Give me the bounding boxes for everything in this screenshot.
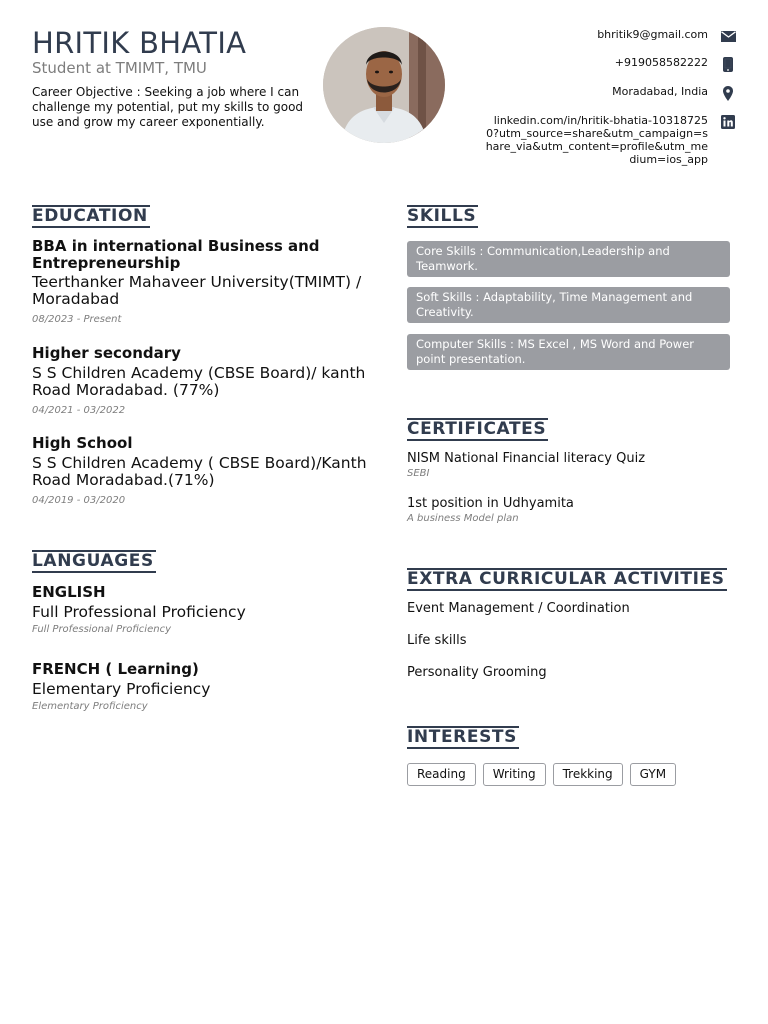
- education-degree: High School: [32, 434, 133, 452]
- candidate-name: HRITIK BHATIA: [32, 26, 247, 60]
- language-entry: [32, 660, 372, 712]
- interests-list: [407, 763, 676, 786]
- certificate-name: 1st position in Udhyamita: [407, 496, 574, 511]
- skills-heading: SKILLS: [407, 206, 477, 226]
- language-name: FRENCH ( Learning): [32, 660, 199, 678]
- linkedin-text[interactable]: linkedin.com/in/hritik-bhatia-103187250?utm_source=share&utm_campaign=share_via&utm_content=profile&utm_medium=ios_app: [485, 114, 708, 166]
- language-entry: [32, 583, 372, 635]
- skill-item: Computer Skills : MS Excel , MS Word and Power point presentation.: [407, 334, 730, 370]
- language-level-note: Full Professional Proficiency: [32, 624, 171, 635]
- interest-tag: GYM: [630, 763, 676, 786]
- contact-phone[interactable]: [615, 56, 736, 72]
- education-entry: [32, 345, 372, 416]
- mail-icon: [720, 28, 736, 44]
- activity-item: Personality Grooming: [407, 665, 547, 680]
- interest-tag: Reading: [407, 763, 476, 786]
- language-level: Full Professional Proficiency: [32, 603, 246, 621]
- education-school: S S Children Academy ( CBSE Board)/Kanth Road Moradabad.(71%): [32, 454, 367, 489]
- skill-item: Soft Skills : Adaptability, Time Management and Creativity.: [407, 287, 730, 323]
- activity-item: Event Management / Coordination: [407, 601, 630, 616]
- interest-tag: Writing: [483, 763, 546, 786]
- activity-item: Life skills: [407, 633, 467, 648]
- phone-text[interactable]: +919058582222: [614, 56, 708, 69]
- languages-heading: LANGUAGES: [32, 551, 154, 571]
- contact-email[interactable]: [597, 28, 736, 44]
- location-pin-icon: [720, 85, 736, 101]
- education-degree: BBA in international Business and Entrepreneurship: [32, 237, 320, 272]
- contact-linkedin[interactable]: [484, 114, 736, 166]
- education-degree: Higher secondary: [32, 344, 181, 362]
- education-school: Teerthanker Mahaveer University(TMIMT) / Moradabad: [32, 273, 362, 308]
- profile-photo: [323, 27, 445, 143]
- certificate-entry: [407, 451, 645, 479]
- interest-tag: Trekking: [553, 763, 623, 786]
- education-school: S S Children Academy (CBSE Board)/ kanth Road Moradabad. (77%): [32, 364, 366, 399]
- education-entry: [32, 238, 372, 325]
- career-objective: Career Objective : Seeking a job where I can challenge my potential, put my skills to good use and grow my career exponentially.: [32, 85, 304, 129]
- certificate-issuer: SEBI: [407, 468, 430, 479]
- extra-curricular-heading: EXTRA CURRICULAR ACTIVITIES: [407, 569, 725, 589]
- education-heading: EDUCATION: [32, 206, 148, 226]
- language-level: Elementary Proficiency: [32, 680, 211, 698]
- interests-heading: INTERESTS: [407, 727, 517, 747]
- contact-location: [612, 85, 736, 101]
- education-dates: 04/2019 - 03/2020: [32, 495, 126, 506]
- certificate-name: NISM National Financial literacy Quiz: [407, 451, 646, 466]
- linkedin-icon: [720, 114, 736, 130]
- certificates-heading: CERTIFICATES: [407, 419, 547, 439]
- email-text[interactable]: bhritik9@gmail.com: [597, 28, 708, 41]
- skill-item: Core Skills : Communication,Leadership and Teamwork.: [407, 241, 730, 277]
- language-name: ENGLISH: [32, 583, 106, 601]
- education-entry: [32, 435, 372, 506]
- certificate-issuer: A business Model plan: [407, 513, 519, 524]
- education-dates: 04/2021 - 03/2022: [32, 405, 126, 416]
- language-level-note: Elementary Proficiency: [32, 701, 148, 712]
- candidate-subtitle: Student at TMIMT, TMU: [32, 59, 207, 77]
- education-dates: 08/2023 - Present: [32, 314, 122, 325]
- certificate-entry: [407, 496, 574, 524]
- location-text: Moradabad, India: [612, 85, 708, 98]
- phone-icon: [720, 56, 736, 72]
